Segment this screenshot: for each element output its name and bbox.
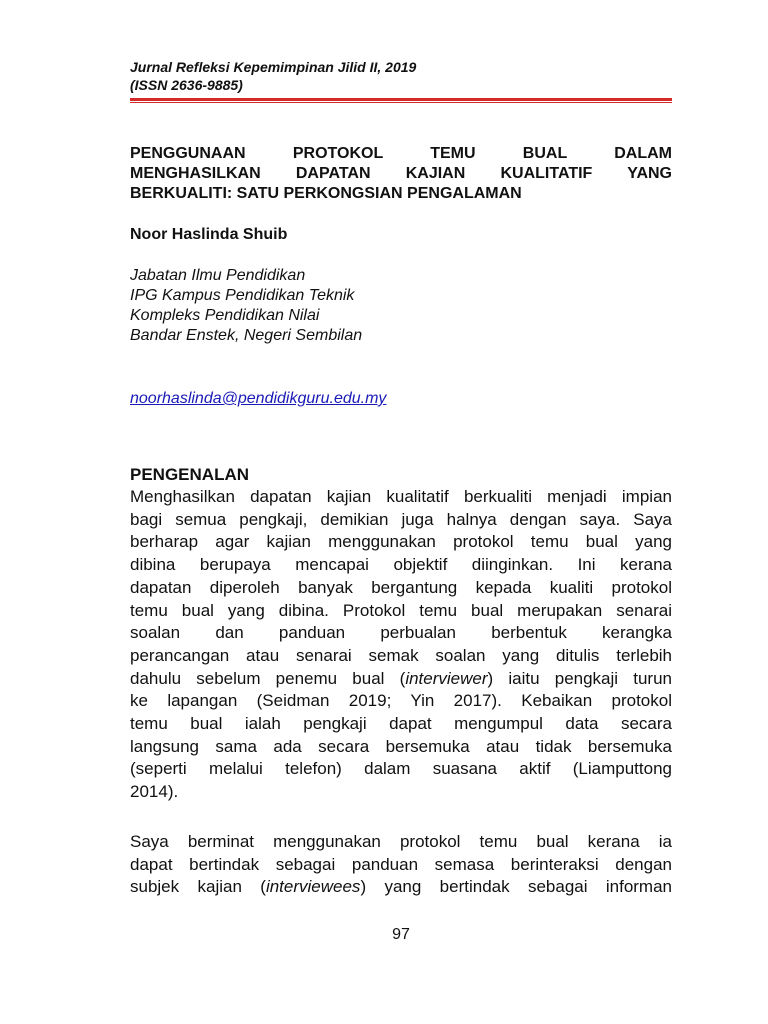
title-line: BERKUALITI: SATU PERKONGSIAN PENGALAMAN: [130, 185, 522, 202]
page-number: 97: [392, 926, 410, 943]
author-affiliation: [130, 266, 362, 346]
text-line: dapat bertindak sebagai panduan semasa berinteraksi dengan: [130, 854, 672, 874]
text-line: langsung sama ada secara bersemuka atau tidak bersemuka: [130, 736, 672, 756]
text-line: dapatan diperoleh banyak bergantung kepada kualiti protokol: [130, 577, 672, 597]
journal-title: Jurnal Refleksi Kepemimpinan Jilid II, 2019: [130, 59, 417, 75]
article-title: [130, 144, 672, 204]
journal-issn: (ISSN 2636-9885): [130, 77, 243, 93]
affiliation-line: Jabatan Ilmu Pendidikan: [130, 267, 306, 284]
author-name: Noor Haslinda Shuib: [130, 226, 288, 243]
header-rule-thin: [130, 102, 672, 103]
journal-header: [130, 58, 416, 94]
text-line: Menghasilkan dapatan kajian kualitatif berkualiti menjadi impian: [130, 487, 672, 506]
text-line: berharap agar kajian menggunakan protokol temu bual yang: [130, 532, 672, 552]
header-rule: [130, 98, 672, 104]
text-line: dibina berupaya mencapai objektif diinginkan. Ini kerana: [130, 555, 672, 575]
header-rule-thick: [130, 98, 672, 101]
text-line: bagi semua pengkaji, demikian juga halnya dengan saya. Saya: [130, 509, 672, 529]
text-line: subjek kajian (interviewees) yang bertindak sebagai informan: [130, 877, 673, 897]
italic-term: interviewer: [405, 668, 488, 688]
text-line: temu bual yang dibina. Protokol temu bual merupakan senarai: [130, 600, 672, 620]
document-page: [130, 0, 672, 1024]
paragraph-1: [130, 486, 672, 804]
text-line: Saya berminat menggunakan protokol temu bual kerana ia: [130, 832, 672, 851]
italic-term: interviewees: [265, 877, 361, 897]
text-line: soalan dan panduan perbualan berbentuk kerangka: [130, 623, 672, 643]
text-line: (seperti melalui telefon) dalam suasana aktif (Liamputtong: [130, 759, 672, 779]
section-heading: PENGENALAN: [130, 465, 250, 484]
title-line: MENGHASILKAN DAPATAN KAJIAN KUALITATIF YANG: [130, 165, 672, 182]
text-line: 2014).: [130, 782, 179, 802]
author-email-link[interactable]: noorhaslinda@pendidikguru.edu.my: [130, 390, 387, 407]
affiliation-line: IPG Kampus Pendidikan Teknik: [130, 287, 355, 304]
text-line: temu bual ialah pengkaji dapat mengumpul data secara: [130, 714, 672, 734]
title-line: PENGGUNAAN PROTOKOL TEMU BUAL DALAM: [130, 145, 672, 162]
text-line: perancangan atau senarai semak soalan yang ditulis terlebih: [130, 645, 672, 665]
text-line: ke lapangan (Seidman 2019; Yin 2017). Kebaikan protokol: [130, 691, 672, 711]
paragraph-2: [130, 831, 672, 899]
text-line: dahulu sebelum penemu bual (interviewer) iaitu pengkaji turun: [130, 668, 673, 688]
affiliation-line: Kompleks Pendidikan Nilai: [130, 307, 320, 324]
affiliation-line: Bandar Enstek, Negeri Sembilan: [130, 327, 363, 344]
